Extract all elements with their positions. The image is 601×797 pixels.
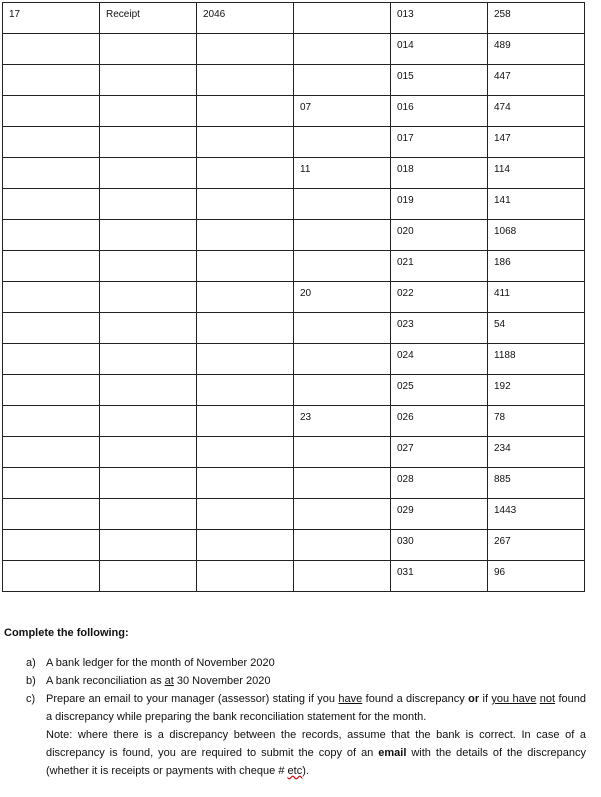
table-cell [294, 220, 391, 251]
table-cell [197, 530, 294, 561]
cell-text [203, 437, 293, 440]
table-cell [488, 34, 585, 65]
table-cell [100, 561, 197, 592]
cell-text [106, 530, 196, 533]
table-cell [391, 220, 488, 251]
cell-text [9, 282, 99, 285]
cell-text: 2046 [203, 9, 226, 20]
task-c-note1: Note: where there is a discrepancy between the records, assume that the bank is correct. In case of a discrepancy is found, you are required to submit the copy of an [46, 729, 586, 759]
table-cell [100, 220, 197, 251]
table-cell [488, 437, 585, 468]
table-cell [294, 127, 391, 158]
table-cell [391, 375, 488, 406]
task-b-at: at [164, 675, 174, 687]
table-cell [294, 158, 391, 189]
table-cell [391, 127, 488, 158]
task-b-marker: b) [26, 675, 36, 687]
task-a [26, 654, 586, 672]
table-row [3, 437, 585, 468]
table-cell [197, 561, 294, 592]
table-cell [294, 530, 391, 561]
table-row [3, 189, 585, 220]
table-cell [488, 530, 585, 561]
table-cell [100, 406, 197, 437]
cell-text [203, 127, 293, 130]
table-cell [488, 499, 585, 530]
table-cell [100, 282, 197, 313]
table-row [3, 344, 585, 375]
cell-text: 54 [494, 319, 506, 330]
cell-text: 489 [494, 40, 511, 51]
table-cell [391, 406, 488, 437]
table-cell [3, 406, 100, 437]
cell-text: 96 [494, 567, 506, 578]
table-cell [391, 313, 488, 344]
table-cell [294, 189, 391, 220]
table-cell [391, 530, 488, 561]
task-list [4, 654, 586, 780]
table-cell [488, 189, 585, 220]
table-cell [197, 313, 294, 344]
table-cell [391, 34, 488, 65]
cell-text: 028 [397, 474, 414, 485]
table-cell [100, 127, 197, 158]
task-a-text: A bank ledger for the month of November 2020 [46, 657, 275, 669]
cell-text: 031 [397, 567, 414, 578]
table-cell [197, 468, 294, 499]
cell-text: 141 [494, 195, 511, 206]
table-cell [100, 3, 197, 34]
cell-text [300, 437, 390, 440]
table-row [3, 127, 585, 158]
table-row [3, 65, 585, 96]
cell-text [106, 34, 196, 37]
cell-text [9, 468, 99, 471]
table-cell [100, 96, 197, 127]
table-cell [488, 127, 585, 158]
table-cell [488, 282, 585, 313]
instructions [4, 624, 586, 780]
cell-text: 1068 [494, 226, 517, 237]
cell-text: 17 [9, 9, 21, 20]
cell-text: 07 [300, 102, 312, 113]
cell-text [300, 313, 390, 316]
table-cell [294, 251, 391, 282]
cell-text: 013 [397, 9, 414, 20]
table-row [3, 375, 585, 406]
table-cell [294, 3, 391, 34]
cell-text [106, 189, 196, 192]
table-cell [391, 561, 488, 592]
table-cell [100, 344, 197, 375]
table-cell [197, 375, 294, 406]
table-cell [488, 313, 585, 344]
cell-text [9, 375, 99, 378]
table-cell [100, 65, 197, 96]
task-c-marker: c) [26, 693, 36, 705]
cell-text: 20 [300, 288, 312, 299]
table-cell [3, 468, 100, 499]
table-cell [197, 96, 294, 127]
table-cell [294, 65, 391, 96]
cell-text: 020 [397, 226, 414, 237]
cell-text [9, 437, 99, 440]
cell-text [9, 127, 99, 130]
cell-text [9, 530, 99, 533]
table-cell [488, 468, 585, 499]
cell-text [300, 251, 390, 254]
table-cell [391, 65, 488, 96]
table-cell [294, 499, 391, 530]
cell-text [9, 251, 99, 254]
cell-text: 474 [494, 102, 511, 113]
task-c-note2: with the details of the discrepancy (whether it is receipts or payments with cheque # [46, 747, 586, 777]
table-cell [488, 375, 585, 406]
cell-text: 78 [494, 412, 506, 423]
cell-text: 411 [494, 288, 510, 299]
cell-text [9, 220, 99, 223]
table-row [3, 282, 585, 313]
cell-text [9, 344, 99, 347]
table-cell [488, 406, 585, 437]
cell-text [203, 406, 293, 409]
table-row [3, 468, 585, 499]
table-cell [294, 561, 391, 592]
cell-text [106, 158, 196, 161]
table-cell [3, 189, 100, 220]
table-cell [391, 499, 488, 530]
table-cell [3, 561, 100, 592]
table-cell [391, 282, 488, 313]
table-cell [100, 530, 197, 561]
table-cell [391, 344, 488, 375]
table-cell [294, 406, 391, 437]
table-cell [100, 158, 197, 189]
table-cell [3, 375, 100, 406]
task-c-not: not [539, 693, 556, 705]
table-row [3, 3, 585, 34]
table-cell [3, 158, 100, 189]
cell-text: 186 [494, 257, 511, 268]
cell-text: 026 [397, 412, 414, 423]
cell-text: 1443 [494, 505, 517, 516]
table-cell [197, 406, 294, 437]
table-row [3, 251, 585, 282]
table-cell [3, 344, 100, 375]
cell-text [203, 282, 293, 285]
cell-text: 258 [494, 9, 511, 20]
table-cell [294, 375, 391, 406]
table-cell [100, 189, 197, 220]
cell-text [9, 34, 99, 37]
cell-text [9, 561, 99, 564]
cell-text [106, 96, 196, 99]
table-cell [100, 437, 197, 468]
cell-text: Receipt [106, 9, 140, 20]
table-cell [100, 251, 197, 282]
cell-text [203, 251, 293, 254]
cell-text: 147 [494, 133, 511, 144]
cell-text [300, 189, 390, 192]
cell-text: 23 [300, 412, 312, 423]
cell-text: 447 [494, 71, 511, 82]
table-cell [488, 65, 585, 96]
table-cell [197, 251, 294, 282]
cell-text [203, 189, 293, 192]
table-cell [100, 499, 197, 530]
task-b [26, 672, 586, 690]
cell-text: 018 [397, 164, 414, 175]
table-cell [488, 96, 585, 127]
task-b-text-pre: A bank reconciliation as [46, 675, 165, 687]
cell-text: 234 [494, 443, 511, 454]
task-b-text-post: 30 November 2020 [173, 675, 271, 687]
table-cell [488, 158, 585, 189]
cell-text [106, 468, 196, 471]
cell-text: 114 [494, 164, 510, 175]
table-row [3, 34, 585, 65]
table-cell [3, 251, 100, 282]
table-cell [197, 344, 294, 375]
cell-text [203, 530, 293, 533]
cell-text [300, 34, 390, 37]
table-cell [294, 344, 391, 375]
table-cell [197, 65, 294, 96]
cell-text [300, 499, 390, 502]
cell-text [203, 499, 293, 502]
cell-text [106, 65, 196, 68]
table-cell [3, 530, 100, 561]
instructions-heading: Complete the following: [4, 627, 129, 639]
cell-text [203, 313, 293, 316]
cell-text [203, 34, 293, 37]
cell-text [9, 96, 99, 99]
cell-text [106, 251, 196, 254]
cell-text [203, 96, 293, 99]
cell-text [9, 406, 99, 409]
task-c-have: have [338, 693, 363, 705]
task-c-p3: if [479, 693, 492, 705]
table-cell [391, 96, 488, 127]
cell-text [203, 344, 293, 347]
table-cell [197, 3, 294, 34]
table-row [3, 406, 585, 437]
table-cell [3, 127, 100, 158]
cell-text: 021 [397, 257, 414, 268]
cell-text [300, 375, 390, 378]
table-cell [488, 251, 585, 282]
cell-text [203, 65, 293, 68]
cell-text [300, 127, 390, 130]
table-cell [197, 499, 294, 530]
cell-text [203, 561, 293, 564]
table-cell [197, 220, 294, 251]
table-cell [197, 189, 294, 220]
table-cell [100, 468, 197, 499]
cell-text: 014 [397, 40, 414, 51]
table-cell [3, 220, 100, 251]
table-cell [391, 437, 488, 468]
cell-text [203, 375, 293, 378]
table-cell [197, 158, 294, 189]
table-cell [294, 34, 391, 65]
table-cell [391, 189, 488, 220]
table-cell [3, 437, 100, 468]
table-cell [294, 468, 391, 499]
cell-text [300, 220, 390, 223]
cell-text: 019 [397, 195, 414, 206]
cell-text [300, 468, 390, 471]
task-a-marker: a) [26, 657, 36, 669]
table-cell [197, 282, 294, 313]
table-cell [100, 313, 197, 344]
table-cell [197, 34, 294, 65]
table-cell [488, 561, 585, 592]
task-c-p2: found a discrepancy [362, 693, 469, 705]
cell-text [106, 437, 196, 440]
table-cell [391, 251, 488, 282]
cell-text [106, 406, 196, 409]
cell-text: 11 [300, 164, 311, 175]
cell-text: 192 [494, 381, 511, 392]
cell-text: 016 [397, 102, 414, 113]
cell-text: 029 [397, 505, 414, 516]
task-c-p1: Prepare an email to your manager (assessor) stating if you [46, 693, 339, 705]
table-row [3, 313, 585, 344]
table-cell [294, 313, 391, 344]
table-cell [3, 3, 100, 34]
table-row [3, 499, 585, 530]
cell-text [106, 220, 196, 223]
table-cell [488, 3, 585, 34]
cell-text [106, 561, 196, 564]
cell-text [106, 499, 196, 502]
table-cell [391, 3, 488, 34]
table-cell [294, 96, 391, 127]
task-c-you-have: you have [491, 693, 537, 705]
table-cell [100, 34, 197, 65]
cell-text [9, 189, 99, 192]
table-cell [488, 344, 585, 375]
cell-text [106, 127, 196, 130]
task-c-p5: found a discrepancy while preparing the bank reconciliation statement for the month. [46, 693, 586, 723]
cell-text: 015 [397, 71, 414, 82]
table-cell [3, 282, 100, 313]
table-cell [294, 282, 391, 313]
table-cell [3, 65, 100, 96]
cell-text [203, 468, 293, 471]
table-cell [100, 375, 197, 406]
task-c-or: or [468, 693, 480, 705]
cell-text [9, 313, 99, 316]
cell-text: 017 [397, 133, 414, 144]
cell-text [106, 313, 196, 316]
cell-text [300, 65, 390, 68]
cell-text: 027 [397, 443, 414, 454]
cell-text: 022 [397, 288, 414, 299]
cell-text [203, 158, 293, 161]
cell-text [300, 561, 390, 564]
cell-text: 025 [397, 381, 414, 392]
cell-text [300, 530, 390, 533]
cell-text [300, 344, 390, 347]
table-row [3, 158, 585, 189]
cell-text [9, 158, 99, 161]
cell-text [9, 499, 99, 502]
task-c-etc: etc [287, 765, 303, 777]
table-cell [391, 158, 488, 189]
cell-text: 267 [494, 536, 511, 547]
table-cell [488, 220, 585, 251]
table-cell [294, 437, 391, 468]
table-cell [3, 34, 100, 65]
table-cell [3, 96, 100, 127]
cell-text [106, 282, 196, 285]
table-cell [3, 499, 100, 530]
cell-text: 024 [397, 350, 414, 361]
cell-text [106, 375, 196, 378]
cell-text [300, 3, 390, 6]
table-row [3, 220, 585, 251]
table-cell [3, 313, 100, 344]
cell-text: 023 [397, 319, 414, 330]
cell-text: 030 [397, 536, 414, 547]
ledger-table [2, 2, 585, 592]
table-row [3, 561, 585, 592]
cell-text: 1188 [494, 350, 516, 361]
table-cell [391, 468, 488, 499]
task-c-note3: ). [302, 765, 309, 777]
table-row [3, 530, 585, 561]
table-cell [197, 127, 294, 158]
cell-text [106, 344, 196, 347]
table-cell [197, 437, 294, 468]
cell-text [203, 220, 293, 223]
table-row [3, 96, 585, 127]
cell-text: 885 [494, 474, 511, 485]
ledger-body [3, 3, 585, 592]
cell-text [9, 65, 99, 68]
task-c [26, 690, 586, 780]
task-c-email: email [378, 747, 407, 759]
